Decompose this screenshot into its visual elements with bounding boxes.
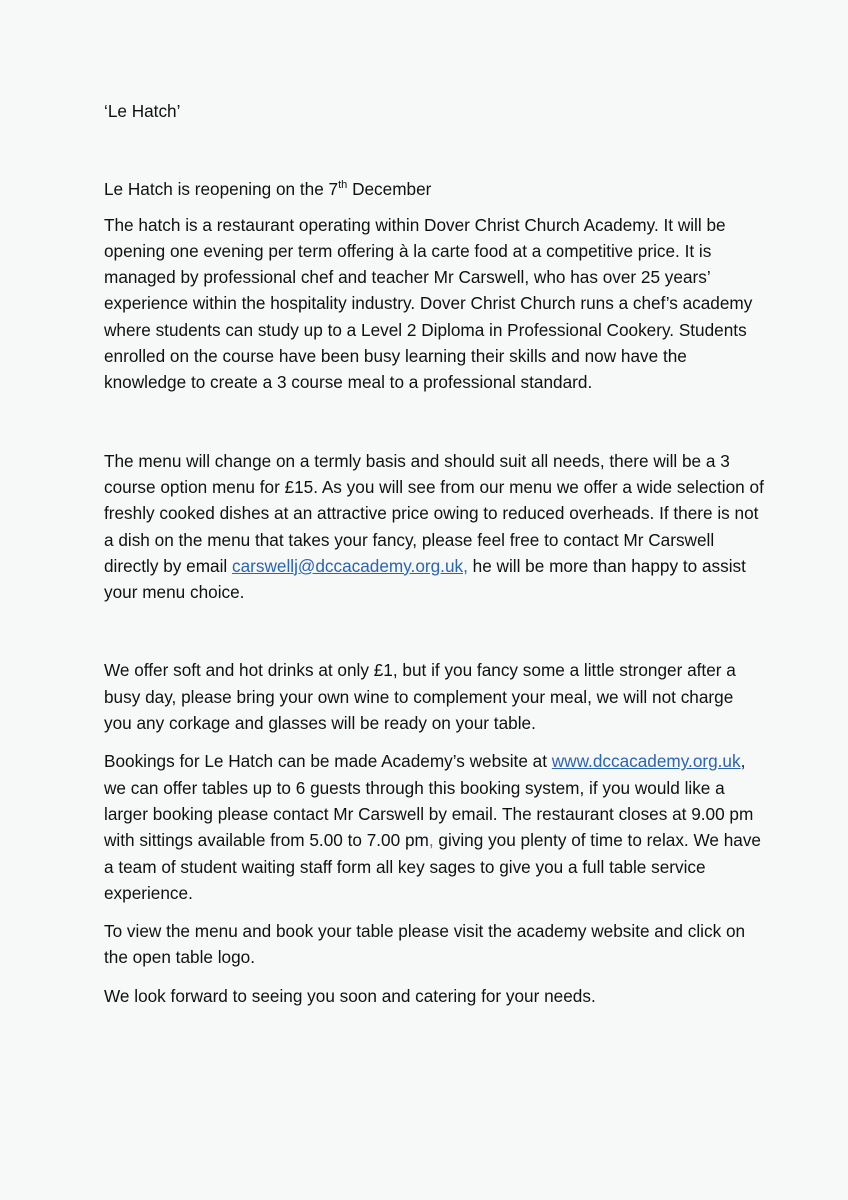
reopening-heading	[104, 176, 764, 202]
paragraph-view-menu: To view the menu and book your table please visit the academy website and click on the open table logo.	[104, 921, 746, 968]
menu-text-end: he will be more than happy to assist your menu choice.	[104, 555, 746, 603]
paragraph-bookings	[104, 748, 764, 906]
highlighted-comma: ,	[428, 830, 434, 851]
bookings-text: Bookings for Le Hatch can be made Academy’s website at	[104, 751, 552, 772]
heading-superscript: th	[338, 178, 348, 191]
menu-text: The menu will change on a termly basis and should suit all needs, there will be a 3 course option menu for £15. As you will see from our menu we offer a wide selection of freshly cooked dishes at an attractive price owing to reduced overheads. If there is not a dish on the menu that takes your fancy, please feel free to contact Mr Carswell directly by email	[104, 450, 764, 576]
bookings-text-end: giving you plenty of time to relax. We have a team of student waiting staff form all key sages to give you a full table service experience.	[104, 830, 761, 903]
paragraph-drinks: We offer soft and hot drinks at only £1, but if you fancy some a little stronger after a busy day, please bring your own wine to complement your meal, we will not charge you any corkage and glasses will be ready on your table.	[104, 660, 736, 734]
website-link[interactable]: www.dccacademy.org.uk	[551, 751, 741, 772]
paragraph-menu	[104, 448, 764, 606]
heading-text: Le Hatch is reopening on the 7	[104, 179, 339, 200]
paragraph-intro: The hatch is a restaurant operating within Dover Christ Church Academy. It will be opening one evening per term offering à la carte food at a competitive price. It is managed by professional chef and teacher Mr Carswell, who has over 25 years’ experience within the hospitality industry. Dover Christ Church runs a chef’s academy where students can study up to a Level 2 Diploma in Professional Cookery. Students enrolled on the course have been busy learning their skills and now have the knowledge to create a 3 course meal to a professional standard.	[104, 214, 753, 393]
document-body	[104, 98, 764, 1009]
email-link[interactable]: carswellj@dccacademy.org.uk,	[232, 555, 468, 576]
heading-text-end: December	[347, 179, 432, 200]
bookings-text-mid: , we can offer tables up to 6 guests through this booking system, if you would like a larger booking please contact Mr Carswell by email. The restaurant closes at 9.00 pm with sittings available from 5.00 to 7.00 pm	[104, 751, 754, 851]
document-title: ‘Le Hatch’	[104, 101, 181, 121]
paragraph-closing: We look forward to seeing you soon and catering for your needs.	[104, 985, 596, 1006]
